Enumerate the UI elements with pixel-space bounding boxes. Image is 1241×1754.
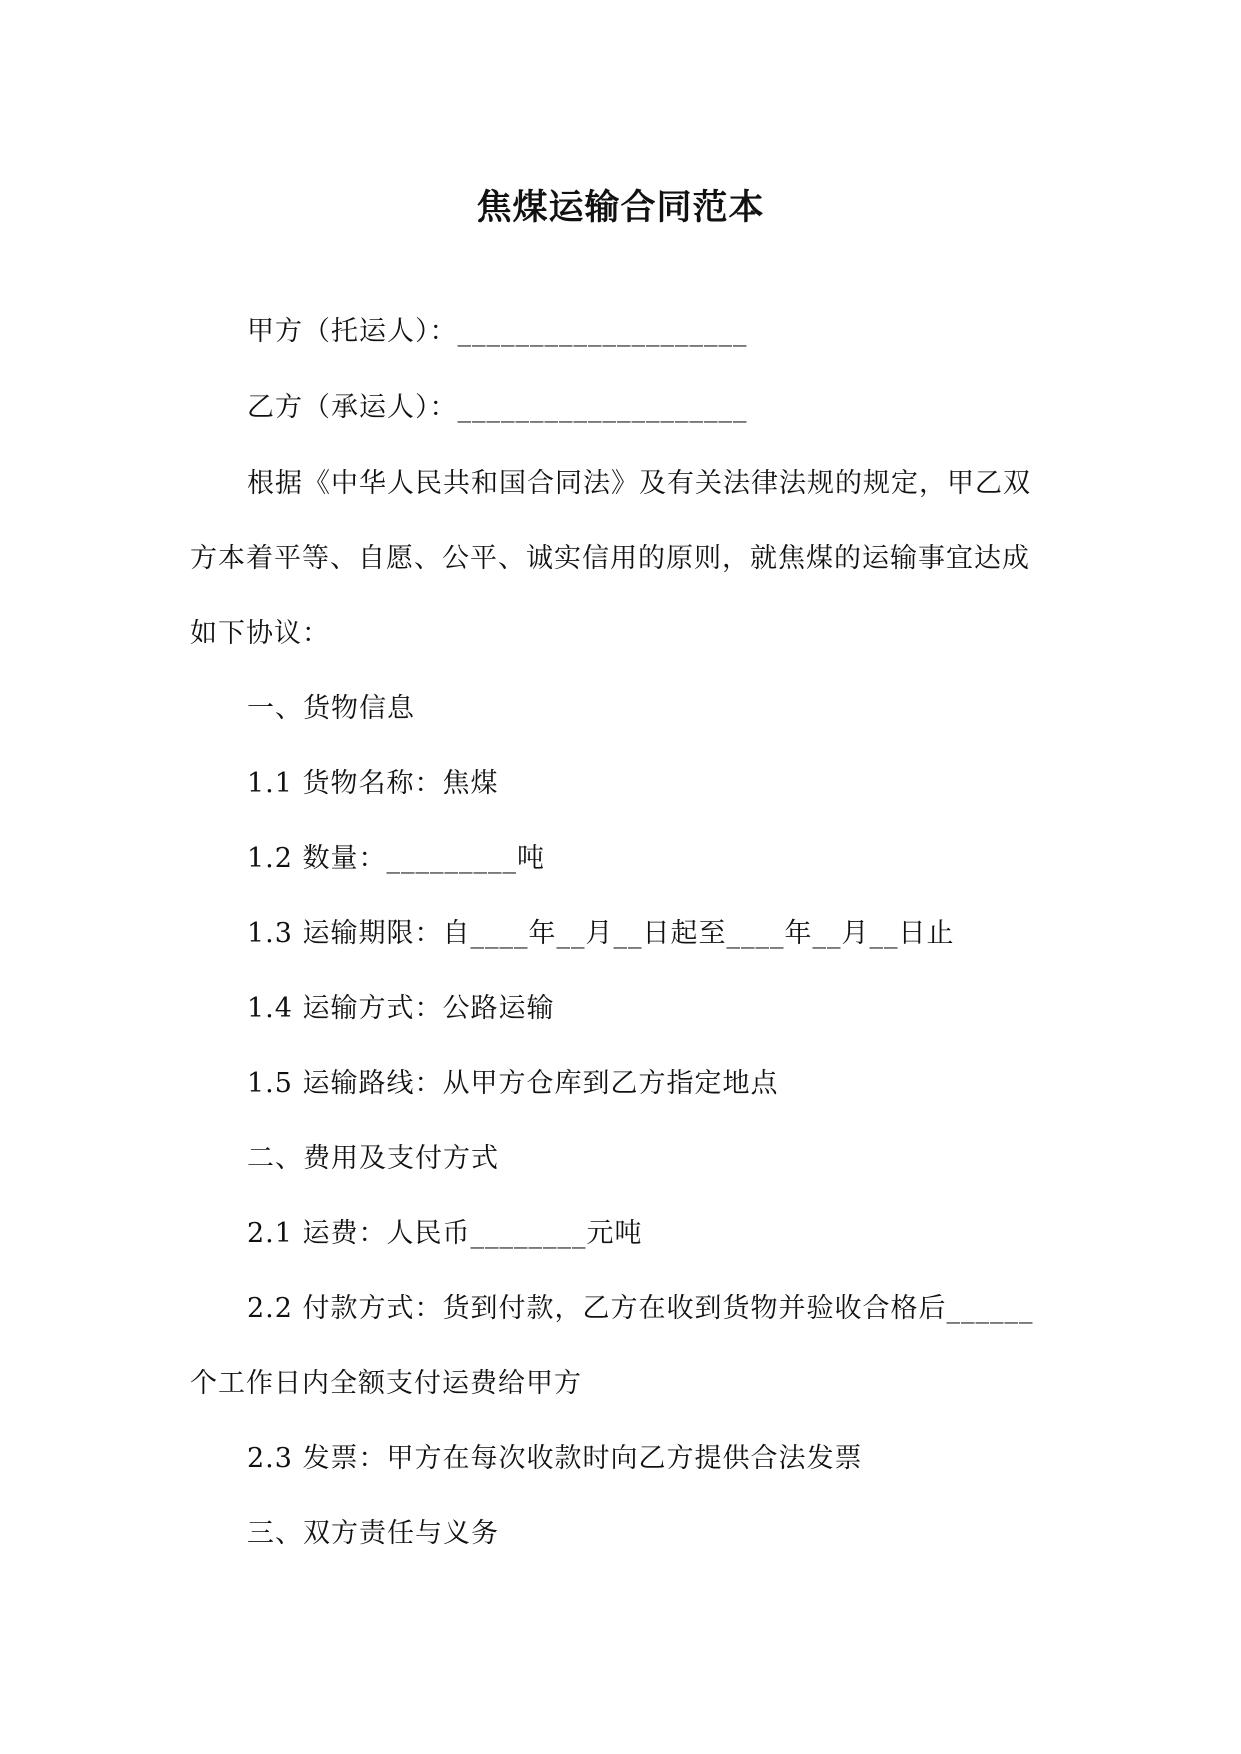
- clause-1-5: 1.5 运输路线：从甲方仓库到乙方指定地点: [247, 1068, 779, 1099]
- section-heading-goods: 一、货物信息: [247, 693, 415, 724]
- party-b-line: 乙方（承运人）：____________________: [247, 392, 748, 423]
- party-a-line: 甲方（托运人）：____________________: [247, 316, 748, 347]
- clause-2-2-line-1: 2.2 付款方式：货到付款，乙方在收到货物并验收合格后______: [247, 1293, 1034, 1324]
- clause-1-2: 1.2 数量：_________吨: [247, 843, 546, 874]
- preamble-line-3: 如下协议：: [190, 618, 330, 649]
- section-heading-fees: 二、费用及支付方式: [247, 1143, 499, 1174]
- document-title: 焦煤运输合同范本: [476, 187, 765, 228]
- preamble-line-1: 根据《中华人民共和国合同法》及有关法律法规的规定，甲乙双: [247, 468, 1031, 499]
- section-heading-duties: 三、双方责任与义务: [247, 1518, 499, 1549]
- clause-1-4: 1.4 运输方式：公路运输: [247, 993, 555, 1024]
- preamble-line-2: 方本着平等、自愿、公平、诚实信用的原则，就焦煤的运输事宜达成: [190, 543, 1030, 574]
- clause-2-2-line-2: 个工作日内全额支付运费给甲方: [190, 1368, 582, 1399]
- clause-2-1: 2.1 运费：人民币________元吨: [247, 1218, 643, 1249]
- clause-1-1: 1.1 货物名称：焦煤: [247, 768, 499, 799]
- clause-1-3: 1.3 运输期限：自____年__月__日起至____年__月__日止: [247, 918, 955, 949]
- clause-2-3: 2.3 发票：甲方在每次收款时向乙方提供合法发票: [247, 1443, 863, 1474]
